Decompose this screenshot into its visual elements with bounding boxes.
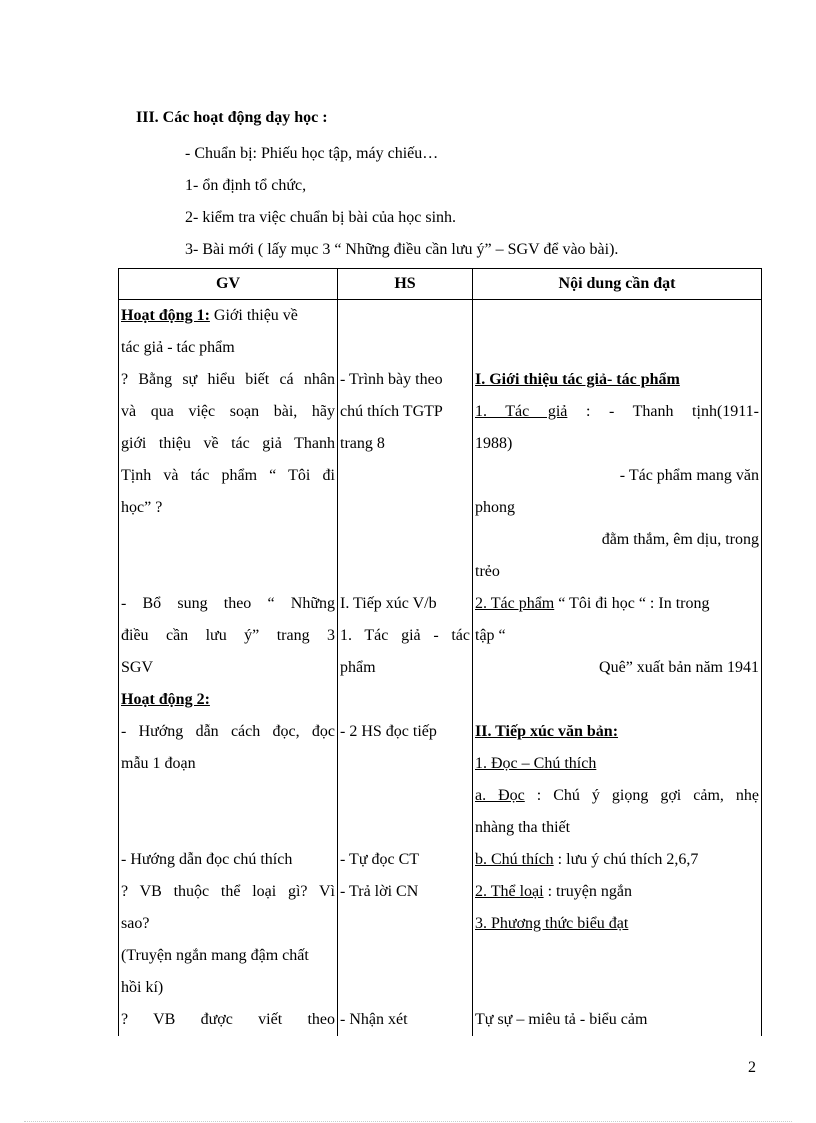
- table-row: [119, 780, 762, 812]
- table-row: [119, 972, 762, 1004]
- table-row: [119, 748, 762, 780]
- header-gv: GV: [119, 269, 338, 300]
- content-cell: nhàng tha thiết: [473, 812, 762, 844]
- content-cell: I. Giới thiệu tác giả- tác phẩm: [473, 364, 762, 396]
- content-cell: 3. Phương thức biểu đạt: [473, 908, 762, 940]
- gv-cell: ? VB được viết theo: [119, 1004, 338, 1036]
- table-row: [119, 428, 762, 460]
- content-cell: [473, 332, 762, 364]
- content-cell: b. Chú thích : lưu ý chú thích 2,6,7: [473, 844, 762, 876]
- gv-cell: ? Bằng sự hiểu biết cá nhân: [119, 364, 338, 396]
- hs-cell: [338, 812, 473, 844]
- header-noi-dung: Nội dung cần đạt: [473, 269, 762, 300]
- gv-cell: - Bổ sung theo “ Những: [119, 588, 338, 620]
- section-heading: III. Các hoạt động dạy học :: [136, 109, 328, 126]
- content-cell: II. Tiếp xúc văn bản:: [473, 716, 762, 748]
- table-row: [119, 620, 762, 652]
- hs-cell: - Trình bày theo: [338, 364, 473, 396]
- table-row: [119, 364, 762, 396]
- header-hs: HS: [338, 269, 473, 300]
- content-cell: 2. Tác phẩm “ Tôi đi học “ : In trong: [473, 588, 762, 620]
- hs-cell: 1. Tác giả - tác: [338, 620, 473, 652]
- gv-cell: học” ?: [119, 492, 338, 524]
- intro-line-2: 1- ổn định tổ chức,: [185, 177, 307, 194]
- gv-cell: điều cần lưu ý” trang 3: [119, 620, 338, 652]
- content-cell: 1. Đọc – Chú thích: [473, 748, 762, 780]
- content-cell: - Tác phẩm mang văn: [473, 460, 762, 492]
- content-cell: 1. Tác giả : - Thanh tịnh(1911-: [473, 396, 762, 428]
- gv-cell: tác giả - tác phẩm: [119, 332, 338, 364]
- hs-cell: chú thích TGTP: [338, 396, 473, 428]
- content-cell: [473, 684, 762, 716]
- hs-cell: [338, 556, 473, 588]
- hs-cell: - Nhận xét: [338, 1004, 473, 1036]
- table-row: [119, 556, 762, 588]
- gv-cell: hồi kí): [119, 972, 338, 1004]
- intro-line-4: 3- Bài mới ( lấy mục 3 “ Những điều cần lưu ý” – SGV để vào bài).: [185, 241, 619, 258]
- content-cell: Tự sự – miêu tả - biểu cảm: [473, 1004, 762, 1036]
- activity-1-title: Hoạt động 1:: [121, 307, 210, 324]
- intro-line-1: - Chuẩn bị: Phiếu học tập, máy chiếu…: [185, 145, 439, 162]
- activity-2-title: Hoạt động 2:: [119, 684, 338, 716]
- hs-cell: trang 8: [338, 428, 473, 460]
- content-cell: phong: [473, 492, 762, 524]
- hs-cell: - Tự đọc CT: [338, 844, 473, 876]
- gv-cell: (Truyện ngắn mang đậm chất: [119, 940, 338, 972]
- table-row: [119, 876, 762, 908]
- gv-cell: [119, 812, 338, 844]
- gv-cell: Tịnh và tác phẩm “ Tôi đi: [119, 460, 338, 492]
- table-row: [119, 460, 762, 492]
- hs-cell: - 2 HS đọc tiếp: [338, 716, 473, 748]
- page-footer-divider: [24, 1121, 792, 1122]
- content-cell: đằm thắm, êm dịu, trong: [473, 524, 762, 556]
- table-row: [119, 716, 762, 748]
- table-row: [119, 844, 762, 876]
- page-number: 2: [748, 1059, 756, 1076]
- gv-cell: - Hướng dẫn đọc chú thích: [119, 844, 338, 876]
- content-cell: trẻo: [473, 556, 762, 588]
- hs-cell: [338, 908, 473, 940]
- table-row: [119, 1004, 762, 1036]
- gv-cell: và qua việc soạn bài, hãy: [119, 396, 338, 428]
- content-cell: [473, 940, 762, 972]
- gv-cell: - Hướng dẫn cách đọc, đọc: [119, 716, 338, 748]
- table-header-row: [119, 269, 762, 300]
- gv-cell: [119, 556, 338, 588]
- table-row: [119, 940, 762, 972]
- table-row: [119, 684, 762, 716]
- content-cell: 2. Thể loại : truyện ngắn: [473, 876, 762, 908]
- hs-cell: phẩm: [338, 652, 473, 684]
- hs-cell: [338, 684, 473, 716]
- content-cell: [473, 300, 762, 333]
- content-cell: 1988): [473, 428, 762, 460]
- content-cell: a. Đọc : Chú ý giọng gợi cảm, nhẹ: [473, 780, 762, 812]
- hs-cell: [338, 492, 473, 524]
- gv-cell: sao?: [119, 908, 338, 940]
- table-row: [119, 588, 762, 620]
- table-row: [119, 396, 762, 428]
- hs-cell: [338, 332, 473, 364]
- gv-cell: giới thiệu về tác giả Thanh: [119, 428, 338, 460]
- lesson-table: [118, 268, 762, 1036]
- hs-cell: [338, 524, 473, 556]
- gv-cell: [119, 300, 338, 333]
- hs-cell: [338, 940, 473, 972]
- hs-cell: [338, 460, 473, 492]
- table-row: [119, 908, 762, 940]
- table-row: [119, 652, 762, 684]
- table-row: [119, 812, 762, 844]
- table-row: [119, 300, 762, 333]
- gv-cell: [119, 524, 338, 556]
- content-cell: tập “: [473, 620, 762, 652]
- gv-cell: mẫu 1 đoạn: [119, 748, 338, 780]
- hs-cell: I. Tiếp xúc V/b: [338, 588, 473, 620]
- gv-cell: [119, 780, 338, 812]
- table-row: [119, 492, 762, 524]
- intro-line-3: 2- kiểm tra việc chuẩn bị bài của học sinh.: [185, 209, 457, 226]
- hs-cell: [338, 748, 473, 780]
- hs-cell: - Trả lời CN: [338, 876, 473, 908]
- activity-1-text: Giới thiệu về: [209, 307, 298, 324]
- gv-cell: ? VB thuộc thể loại gì? Vì: [119, 876, 338, 908]
- content-cell: [473, 972, 762, 1004]
- table-row: [119, 524, 762, 556]
- hs-cell: [338, 300, 473, 333]
- content-cell: Quê” xuất bản năm 1941: [473, 652, 762, 684]
- hs-cell: [338, 780, 473, 812]
- gv-cell: SGV: [119, 652, 338, 684]
- table-row: [119, 332, 762, 364]
- hs-cell: [338, 972, 473, 1004]
